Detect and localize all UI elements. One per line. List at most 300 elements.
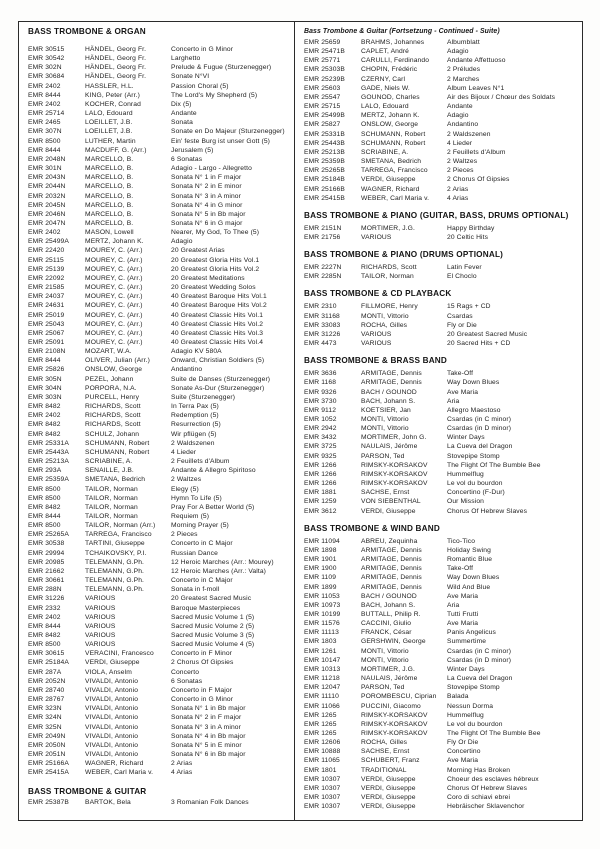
row-code: EMR 24037 (28, 293, 65, 301)
row-composer: KOETSIER, Jan (361, 406, 411, 414)
row-composer: SCHUMANN, Robert (85, 439, 150, 447)
row-composer: TAILOR, Norman (361, 273, 414, 281)
section-title: BASS TROMBONE & CD PLAYBACK (304, 289, 452, 299)
row-title: Chorus Of Hebrew Slaves (447, 784, 528, 792)
catalog-row (28, 677, 288, 686)
row-code: EMR 25213A (28, 458, 69, 466)
catalog-row (304, 592, 576, 601)
catalog-row (28, 713, 288, 722)
row-code: EMR 1901 (304, 556, 337, 564)
catalog-row (28, 631, 288, 640)
section-title: BASS TROMBONE & GUITAR (28, 786, 147, 796)
row-code: EMR 25019 (28, 311, 65, 319)
catalog-row (304, 442, 576, 451)
row-code: EMR 30538 (28, 540, 65, 548)
row-title: Concerto in C Major (171, 540, 233, 548)
row-composer: SCRIABINE, A. (361, 148, 409, 156)
catalog-row (28, 72, 288, 81)
row-title: Csardas (in D minor) (447, 425, 512, 433)
row-composer: SCHUMANN, Robert (361, 139, 426, 147)
row-code: EMR 21585 (28, 284, 65, 292)
row-title: Sacred Music Volume 1 (5) (171, 613, 255, 621)
row-code: EMR 3432 (304, 434, 337, 442)
row-composer: ARMITAGE, Dennis (361, 370, 422, 378)
catalog-row (304, 321, 576, 330)
row-code: EMR 8482 (28, 503, 61, 511)
row-code: EMR 25166B (304, 185, 345, 193)
catalog-row (304, 47, 576, 56)
row-composer: TAILOR, Norman (85, 494, 138, 502)
catalog-row (28, 723, 288, 732)
catalog-row (304, 272, 576, 281)
row-code: EMR 8444 (28, 622, 61, 630)
row-title: 40 Greatest Baroque Hits Vol.1 (171, 293, 267, 301)
catalog-row (304, 93, 576, 102)
catalog-row (304, 738, 576, 747)
row-composer: WEBER, Carl Maria v. (361, 194, 430, 202)
row-code: EMR 30684 (28, 73, 65, 81)
row-composer: VERDI, Giuseppe (361, 794, 416, 802)
catalog-row (28, 155, 288, 164)
catalog-row (28, 365, 288, 374)
catalog-row (304, 784, 576, 793)
row-composer: CZERNY, Carl (361, 75, 406, 83)
row-title: Allegro Maestoso (447, 406, 501, 414)
row-title: 20 Celtic Hits (447, 233, 489, 241)
row-code: EMR 9326 (304, 388, 337, 396)
row-title: Csardas (in C minor) (447, 647, 512, 655)
row-code: EMR 10888 (304, 748, 341, 756)
row-title: Andante Affettuoso (447, 57, 506, 65)
row-code: EMR 33083 (304, 321, 341, 329)
catalog-row (28, 127, 288, 136)
row-code: EMR 1900 (304, 565, 337, 573)
catalog-row (304, 102, 576, 111)
row-title: Romantic Blue (447, 556, 493, 564)
row-code: EMR 1266 (304, 480, 337, 488)
row-title: Russian Dance (171, 549, 218, 557)
row-code: EMR 2049N (28, 732, 66, 740)
row-code: EMR 25213B (304, 148, 345, 156)
row-composer: CARULLI, Ferdinando (361, 57, 430, 65)
row-code: EMR 2044N (28, 183, 66, 191)
catalog-row (28, 512, 288, 521)
row-title: Sonata N° 4 in Bb major (171, 732, 246, 740)
catalog-row (304, 130, 576, 139)
catalog-row (304, 330, 576, 339)
row-title: Concerto in G Minor (171, 46, 234, 53)
row-composer: RIMSKY-KORSAKOV (361, 711, 428, 719)
row-title: 6 Sonatas (171, 677, 203, 685)
row-composer: VIVALDI, Antonio (85, 723, 139, 731)
catalog-row (304, 537, 576, 546)
row-composer: VERDI, Giuseppe (85, 659, 140, 667)
row-composer: VIVALDI, Antonio (85, 714, 139, 722)
row-code: EMR 1801 (304, 766, 337, 774)
catalog-row (304, 263, 576, 272)
row-code: EMR 31168 (304, 312, 340, 320)
catalog-row (304, 233, 576, 242)
row-title: Le vol du bourdon (447, 480, 503, 488)
row-code: EMR 30661 (28, 577, 65, 585)
catalog-row (28, 173, 288, 182)
row-code: EMR 24631 (28, 302, 65, 310)
row-title: 2 Préludes (447, 66, 481, 74)
row-composer: PARSON, Ted (361, 684, 405, 692)
row-title: 3 Romanian Folk Dances (171, 798, 249, 806)
row-composer: MASON, Lowell (85, 229, 134, 237)
row-title: Take-Off (447, 565, 474, 573)
row-title: Tico-Tico (447, 537, 476, 545)
row-title: Concerto (171, 668, 200, 676)
row-code: EMR 2048N (28, 155, 66, 163)
row-composer: TELEMANN, G.Ph. (85, 558, 145, 566)
row-title: 12 Heroic Marches (Arr.: Valta) (171, 567, 267, 575)
section-title: BASS TROMBONE & ORGAN (28, 27, 146, 36)
row-code: EMR 2050N (28, 741, 66, 749)
row-code: EMR 1898 (304, 546, 337, 554)
row-code: EMR 2045N (28, 201, 66, 209)
catalog-row (28, 82, 288, 91)
catalog-row (28, 402, 288, 411)
row-title: Hebräischer Sklavenchor (447, 803, 525, 811)
row-composer: MOUREY, C. (Arr.) (85, 265, 143, 273)
row-title: Coro di schiavi ebrei (447, 794, 511, 802)
row-composer: MARCELLO, B. (85, 174, 134, 182)
catalog-row (304, 747, 576, 756)
row-composer: ARMITAGE, Dennis (361, 379, 422, 387)
row-title: Sonate en Do Majeur (Sturzenegger) (171, 128, 285, 136)
row-composer: VERDI, Giuseppe (361, 803, 416, 811)
row-title: Elegy (5) (171, 485, 199, 493)
catalog-row (28, 539, 288, 548)
row-code: EMR 1899 (304, 583, 337, 591)
catalog-row (304, 302, 576, 311)
row-composer: RIMSKY-KORSAKOV (361, 461, 428, 469)
catalog-row (304, 610, 576, 619)
catalog-row (28, 192, 288, 201)
row-composer: SCHUMANN, Robert (85, 448, 150, 456)
row-code: EMR 25239B (304, 75, 345, 83)
catalog-row (304, 729, 576, 738)
row-composer: MONTI, Vittorio (361, 656, 409, 664)
catalog-row (28, 640, 288, 649)
catalog-row (304, 224, 576, 233)
catalog-row (28, 798, 288, 807)
row-title: Albumblatt (447, 39, 480, 46)
catalog-row (28, 686, 288, 695)
row-code: EMR 2047N (28, 219, 66, 227)
row-code: EMR 11113 (304, 629, 339, 637)
row-code: EMR 10307 (304, 775, 341, 783)
catalog-row (28, 329, 288, 338)
catalog-row (28, 274, 288, 283)
row-title: Adagio (447, 112, 469, 120)
row-composer: TCHAIKOVSKY, P.I. (85, 549, 147, 557)
catalog-row (304, 38, 576, 47)
catalog-row (28, 521, 288, 530)
row-composer: BACH, Johann S. (361, 601, 416, 609)
row-title: 4 Arias (171, 769, 193, 777)
row-code: EMR 323N (28, 705, 62, 713)
row-code: EMR 30515 (28, 46, 65, 53)
row-composer: ARMITAGE, Dennis (361, 583, 422, 591)
row-composer: SACHSE, Ernst (361, 748, 410, 756)
row-title: Latin Fever (447, 264, 482, 272)
row-composer: MOUREY, C. (Arr.) (85, 339, 143, 346)
row-title: 2 Waldszenen (447, 130, 491, 138)
row-code: EMR 25827 (304, 121, 341, 129)
row-composer: PARSON, Ted (361, 452, 405, 460)
row-code: EMR 12047 (304, 684, 341, 692)
row-title: Sonate N°VI (171, 73, 210, 81)
catalog-row (304, 194, 576, 203)
row-code: EMR 25387B (28, 798, 69, 806)
row-composer: ROCHA, Gilles (361, 321, 408, 329)
row-composer: RICHARDS, Scott (85, 421, 141, 429)
row-composer: MARCELLO, B. (85, 201, 134, 209)
catalog-row (28, 201, 288, 210)
row-title: Sonata N° 3 in A minor (171, 192, 241, 200)
catalog-row (28, 604, 288, 613)
row-title: Nearer, My God, To Thee (5) (171, 229, 260, 237)
row-code: EMR 1881 (304, 489, 337, 497)
row-composer: MORTIMER, John G. (361, 434, 427, 442)
row-title: Adagio KV 580A (171, 348, 222, 356)
row-code: EMR 10313 (304, 665, 341, 673)
row-composer: VON SIEBENTHAL (361, 498, 421, 506)
row-composer: GADE, Niels W. (361, 84, 410, 92)
row-title: Adagio (447, 48, 469, 56)
row-code: EMR 8500 (28, 522, 61, 530)
row-code: EMR 25714 (28, 110, 65, 118)
row-title: Andante (171, 110, 197, 118)
row-title: Dix (5) (171, 100, 192, 108)
section-title: BASS TROMBONE & WIND BAND (304, 523, 440, 533)
row-title: 2 Waltzes (447, 158, 478, 166)
row-code: EMR 25331B (304, 130, 345, 138)
row-title: Ave Maria (447, 592, 479, 600)
catalog-section (304, 524, 576, 812)
row-composer: PEZEL, Johann (85, 375, 134, 383)
catalog-row (28, 485, 288, 494)
row-title: 2 Marches (447, 75, 480, 83)
row-composer: RICHARDS, Scott (85, 403, 141, 411)
row-code: EMR 8444 (28, 91, 61, 99)
catalog-section (304, 289, 576, 348)
row-composer: BARTOK, Bela (85, 798, 131, 806)
catalog-section (304, 27, 576, 203)
row-title: Sonata N° 2 in E minor (171, 183, 242, 191)
catalog-row (304, 120, 576, 129)
catalog-row (304, 369, 576, 378)
catalog-column-right (304, 27, 576, 811)
row-composer: TELEMANN, G.Ph. (85, 586, 145, 594)
row-composer: TRADITIONAL (361, 766, 407, 774)
row-code: EMR 12606 (304, 739, 341, 747)
row-code: EMR 2051N (28, 751, 66, 759)
catalog-row (28, 246, 288, 255)
row-title: Andante & Allegro Spiritoso (171, 467, 256, 475)
row-composer: ARMITAGE, Dennis (361, 574, 422, 582)
catalog-row (304, 507, 576, 516)
row-title: 2 Feuillets d'Album (447, 148, 506, 156)
row-code: EMR 8500 (28, 485, 61, 493)
row-code: EMR 25359A (28, 476, 69, 484)
row-composer: RIMSKY-KORSAKOV (361, 470, 428, 478)
row-title: Take-Off (447, 370, 474, 378)
catalog-row (28, 137, 288, 146)
row-composer: POROMBESCU, Ciprian (361, 693, 437, 701)
row-code: EMR 304N (28, 384, 62, 392)
row-title: Requiem (5) (171, 512, 210, 520)
catalog-row (304, 65, 576, 74)
row-code: EMR 1265 (304, 730, 337, 737)
row-code: EMR 25359B (304, 158, 345, 166)
catalog-row (28, 237, 288, 246)
catalog-row (28, 649, 288, 658)
row-title: Concerto in F Major (171, 686, 233, 694)
row-code: EMR 30615 (28, 650, 65, 658)
row-composer: SMETANA, Bedrich (361, 158, 422, 166)
catalog-row (28, 530, 288, 539)
row-title: 2 Arias (447, 185, 469, 193)
row-code: EMR 25067 (28, 329, 65, 337)
row-composer: VIVALDI, Antonio (85, 696, 139, 704)
row-title: Ave Maria (447, 388, 479, 396)
catalog-row (28, 100, 288, 109)
row-code: EMR 25443A (28, 448, 69, 456)
row-code: EMR 302N (28, 64, 62, 72)
row-composer: MARCELLO, B. (85, 155, 134, 163)
row-code: EMR 8444 (28, 146, 61, 154)
row-composer: HASSLER, H.L. (85, 82, 134, 90)
catalog-row (28, 292, 288, 301)
row-code: EMR 11066 (304, 702, 340, 710)
row-code: EMR 2285N (304, 273, 342, 281)
row-composer: MOZART, W.A. (85, 348, 132, 356)
row-composer: WEBER, Carl Maria v. (85, 769, 154, 777)
row-composer: MOUREY, C. (Arr.) (85, 274, 143, 282)
row-title: Morning Has Broken (447, 766, 511, 774)
catalog-row (28, 320, 288, 329)
row-code: EMR 2332 (28, 604, 61, 612)
row-title: 4 Arias (447, 194, 469, 202)
row-title: Wild And Blue (447, 583, 491, 591)
catalog-row (28, 439, 288, 448)
catalog-row (28, 420, 288, 429)
row-title: Ave Maria (447, 620, 479, 628)
row-code: EMR 21662 (28, 567, 65, 575)
row-composer: MONTI, Vittorio (361, 647, 409, 655)
row-composer: MARCELLO, B. (85, 192, 134, 200)
row-composer: BACH / GOUNOD (361, 592, 417, 600)
row-code: EMR 2151N (304, 224, 342, 232)
row-code: EMR 8500 (28, 137, 61, 145)
row-title: Sacred Music Volume 2 (5) (171, 622, 255, 630)
row-code: EMR 8482 (28, 430, 61, 438)
row-composer: VARIOUS (361, 340, 392, 348)
row-title: Our Mission (447, 498, 484, 506)
row-composer: LALO, Edouard (361, 103, 409, 111)
row-composer: VARIOUS (85, 641, 116, 649)
catalog-row (28, 594, 288, 603)
row-title: Jerusalem (5) (171, 146, 214, 154)
row-title: Sonata in f-moll (171, 586, 220, 594)
row-title: 40 Greatest Classic Hits Vol.3 (171, 329, 264, 337)
row-title: 6 Sonatas (171, 155, 203, 163)
catalog-section (304, 211, 576, 242)
row-composer: CHOPIN, Frédéric (361, 66, 418, 74)
row-composer: MOUREY, C. (Arr.) (85, 284, 143, 292)
row-composer: TARTINI, Giuseppe (85, 540, 145, 548)
row-title: Hummelflug (447, 470, 484, 478)
row-code: EMR 8444 (28, 512, 61, 520)
row-composer: SCHUMANN, Robert (361, 130, 426, 138)
row-title: Sacred Music Volume 4 (5) (171, 641, 255, 649)
row-title: El Choclo (447, 273, 477, 281)
catalog-row (304, 388, 576, 397)
row-code: EMR 25771 (304, 57, 341, 65)
row-title: 2 Waldszenen (171, 439, 215, 447)
row-title: La Cueva del Dragon (447, 443, 513, 451)
row-composer: CAPLET, André (361, 48, 410, 56)
row-composer: MONTI, Vittorio (361, 416, 409, 423)
row-title: 4 Lieder (447, 139, 473, 147)
catalog-row (28, 695, 288, 704)
catalog-row (304, 601, 576, 610)
catalog-row (304, 775, 576, 784)
row-title: Andante (447, 103, 473, 111)
row-composer: MARCELLO, B. (85, 219, 134, 227)
row-title: Way Down Blues (447, 379, 500, 387)
row-composer: VARIOUS (85, 595, 116, 603)
row-code: EMR 31226 (304, 330, 341, 338)
catalog-row (304, 312, 576, 321)
row-title: 40 Greatest Classic Hits Vol.2 (171, 320, 264, 328)
catalog-row (304, 674, 576, 683)
row-title: Pray For A Better World (5) (171, 503, 255, 511)
row-code: EMR 25826 (28, 366, 65, 374)
catalog-row (28, 668, 288, 677)
row-composer: VIVALDI, Antonio (85, 732, 139, 740)
row-title: Concerto in G Minor (171, 696, 234, 704)
row-title: 2 Chorus Of Gipsies (447, 176, 510, 184)
row-title: Concerto in F Minor (171, 650, 233, 658)
row-code: EMR 3636 (304, 370, 337, 378)
row-composer: MORTIMER, J.G. (361, 665, 415, 673)
row-title: Ein' feste Burg ist unser Gott (5) (171, 137, 271, 145)
row-title: Sonata N° 2 in F major (171, 714, 242, 722)
row-composer: CACCINI, Giulio (361, 620, 412, 628)
row-code: EMR 28767 (28, 696, 65, 704)
section-title: BASS TROMBONE & PIANO (DRUMS OPTIONAL) (304, 250, 504, 260)
row-title: Sonata N° 3 in A minor (171, 723, 241, 731)
row-title: Sonata N° 5 in E minor (171, 741, 242, 749)
row-title: 2 Arias (171, 760, 193, 768)
row-composer: RIMSKY-KORSAKOV (361, 480, 428, 488)
row-composer: WAGNER, Richard (85, 760, 144, 768)
row-composer: ROCHA, Gilles (361, 739, 408, 747)
catalog-row (28, 393, 288, 402)
row-title: Fly Or Die (447, 739, 479, 747)
row-title: 2 Chorus Of Gipsies (171, 659, 234, 667)
row-composer: VIVALDI, Antonio (85, 741, 139, 749)
row-title: Nessun Dorma (447, 702, 494, 710)
catalog-row (304, 378, 576, 387)
row-composer: MOUREY, C. (Arr.) (85, 293, 143, 301)
row-title: Baroque Masterpieces (171, 604, 241, 612)
